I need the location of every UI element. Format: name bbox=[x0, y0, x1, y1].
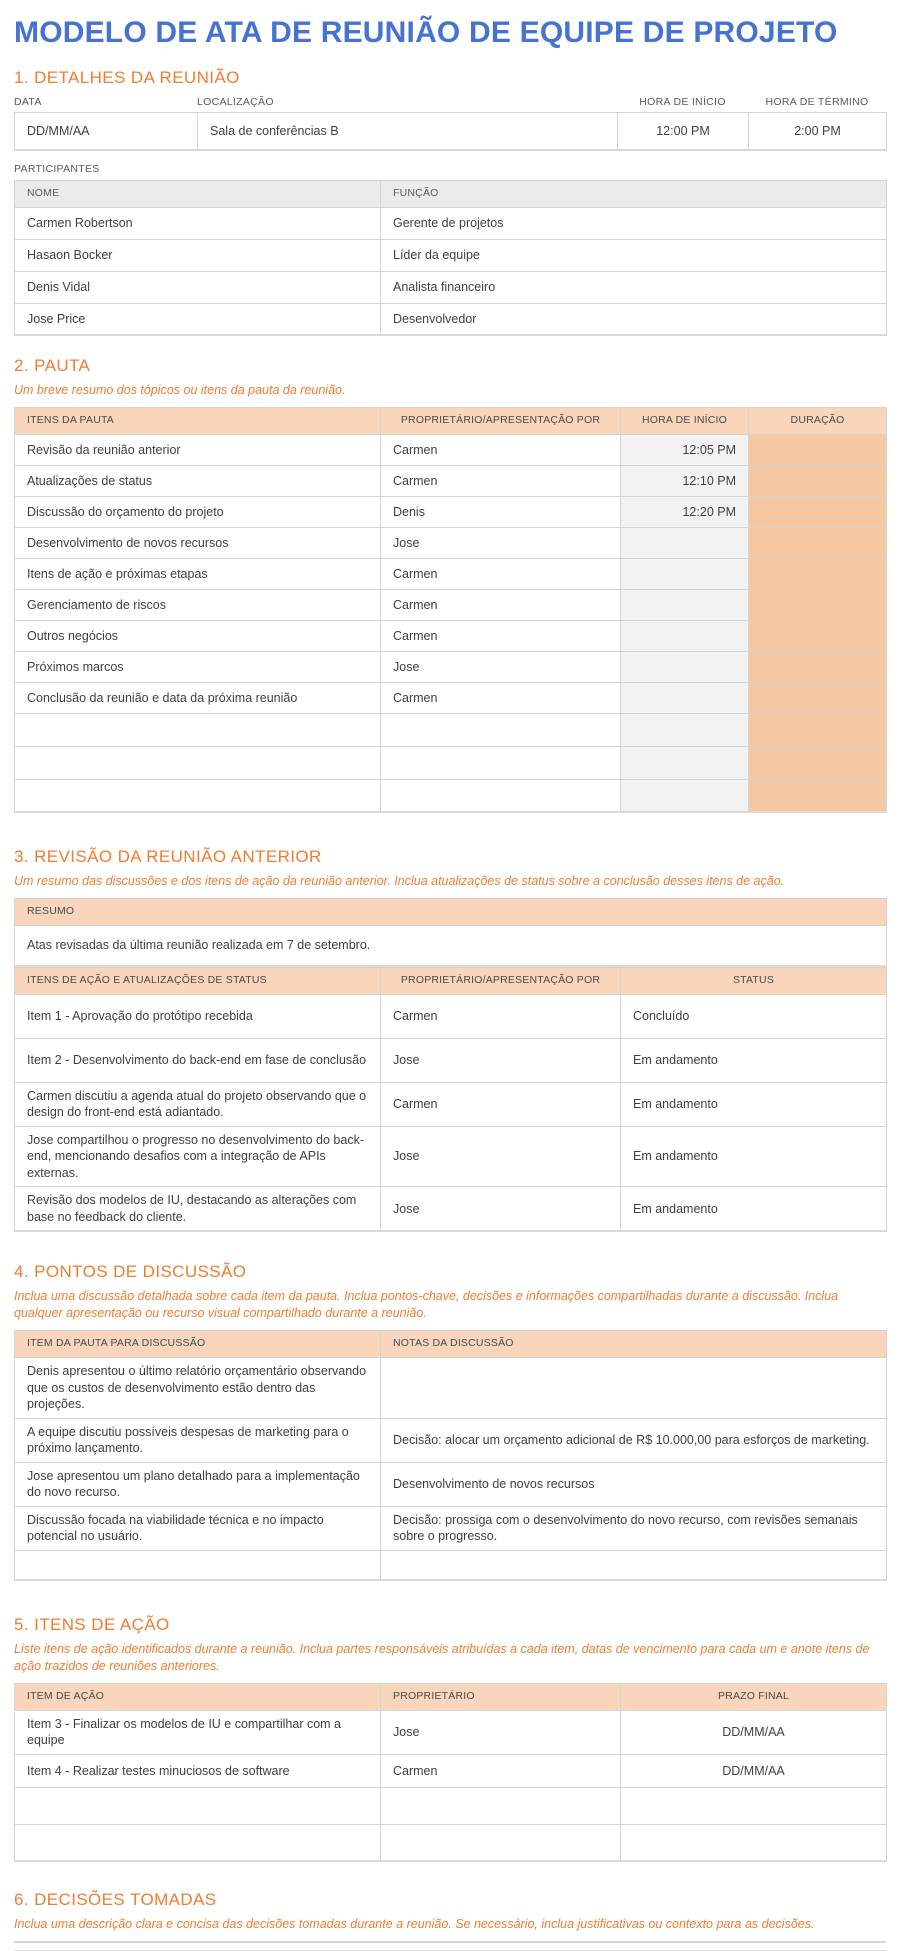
agenda-owner-cell[interactable]: Jose bbox=[381, 527, 621, 558]
date-label: DATA bbox=[14, 96, 42, 108]
agenda-owner-cell[interactable]: Carmen bbox=[381, 558, 621, 589]
agenda-owner-cell[interactable] bbox=[381, 713, 621, 746]
page-title: MODELO DE ATA DE REUNIÃO DE EQUIPE DE PROJETO bbox=[14, 16, 838, 49]
agenda-item-cell[interactable]: Gerenciamento de riscos bbox=[15, 589, 381, 620]
table-row bbox=[15, 1038, 887, 1082]
section-3-subtitle: Um resumo das discussões e dos itens de ação da reunião anterior. Inclua atualizações de status sobre a conclusão desses itens de ação. bbox=[14, 874, 785, 889]
review-owner-cell[interactable]: Jose bbox=[381, 1187, 621, 1232]
name-column-header: NOME bbox=[15, 180, 381, 207]
agenda-start-cell[interactable]: 12:20 PM bbox=[621, 496, 749, 527]
agenda-duration-cell[interactable] bbox=[749, 746, 887, 779]
table-row bbox=[15, 1358, 887, 1419]
section-6-subtitle: Inclua uma descrição clara e concisa das decisões tomadas durante a reunião. Se necessário, inclua justificativas ou contexto para as decisões. bbox=[14, 1917, 815, 1932]
review-items-table bbox=[14, 967, 887, 1233]
discussion-item-column-header: ITEM DA PAUTA PARA DISCUSSÃO bbox=[15, 1331, 381, 1358]
review-owner-cell[interactable]: Carmen bbox=[381, 994, 621, 1038]
section-4-heading: 4. PONTOS DE DISCUSSÃO bbox=[14, 1262, 247, 1282]
agenda-start-cell[interactable] bbox=[621, 589, 749, 620]
participant-role-cell[interactable]: Analista financeiro bbox=[381, 271, 887, 303]
table-header-row bbox=[15, 1683, 887, 1710]
agenda-item-cell[interactable] bbox=[15, 746, 381, 779]
review-status-cell[interactable]: Em andamento bbox=[621, 1038, 887, 1082]
start-time-column-header: HORA DE INÍCIO bbox=[621, 407, 749, 434]
discussion-notes-cell[interactable] bbox=[381, 1358, 887, 1419]
agenda-item-cell[interactable] bbox=[15, 713, 381, 746]
action-due-cell[interactable]: DD/MM/AA bbox=[621, 1754, 887, 1787]
participants-table bbox=[14, 180, 887, 337]
action-item-cell[interactable]: Item 3 - Finalizar os modelos de IU e compartilhar com a equipe bbox=[15, 1710, 381, 1754]
agenda-item-cell[interactable]: Discussão do orçamento do projeto bbox=[15, 496, 381, 527]
table-row bbox=[15, 620, 887, 651]
participant-role-cell[interactable]: Desenvolvedor bbox=[381, 303, 887, 335]
action-item-cell[interactable]: Item 4 - Realizar testes minuciosos de software bbox=[15, 1754, 381, 1787]
action-owner-cell[interactable]: Jose bbox=[381, 1710, 621, 1754]
action-due-cell[interactable] bbox=[621, 1824, 887, 1861]
table-row bbox=[15, 1710, 887, 1754]
agenda-start-cell[interactable] bbox=[621, 713, 749, 746]
agenda-item-cell[interactable]: Revisão da reunião anterior bbox=[15, 434, 381, 465]
agenda-start-cell[interactable] bbox=[621, 620, 749, 651]
review-owner-cell[interactable]: Jose bbox=[381, 1038, 621, 1082]
table-row bbox=[15, 239, 887, 271]
review-owner-cell[interactable]: Jose bbox=[381, 1126, 621, 1187]
table-row bbox=[15, 207, 887, 239]
agenda-owner-cell[interactable]: Jose bbox=[381, 651, 621, 682]
agenda-duration-cell[interactable] bbox=[749, 589, 887, 620]
section-1-heading: 1. DETALHES DA REUNIÃO bbox=[14, 68, 240, 87]
section-4-subtitle: Inclua uma discussão detalhada sobre cada item da pauta. Inclua pontos-chave, decisões e informações compartilhadas durante a discussão. Inclua qualquer apresentação ou recurso visual compartilhado durante a reunião. bbox=[14, 1289, 839, 1321]
meeting-details-table bbox=[14, 112, 887, 151]
agenda-duration-cell[interactable] bbox=[749, 496, 887, 527]
agenda-owner-cell[interactable]: Carmen bbox=[381, 434, 621, 465]
participant-role-cell[interactable]: Líder da equipe bbox=[381, 239, 887, 271]
agenda-item-cell[interactable]: Conclusão da reunião e data da próxima reunião bbox=[15, 682, 381, 713]
discussion-item-cell[interactable]: Denis apresentou o último relatório orçamentário observando que os custos de desenvolvimento estão dentro das projeções. bbox=[15, 1358, 381, 1419]
due-date-column-header: PRAZO FINAL bbox=[621, 1683, 887, 1710]
agenda-start-cell[interactable] bbox=[621, 651, 749, 682]
participant-role-cell[interactable]: Gerente de projetos bbox=[381, 207, 887, 239]
table-row bbox=[15, 1787, 887, 1824]
review-item-cell[interactable]: Item 2 - Desenvolvimento do back-end em fase de conclusão bbox=[15, 1038, 381, 1082]
agenda-table bbox=[14, 407, 887, 814]
document-page bbox=[14, 16, 886, 1951]
agenda-duration-cell[interactable] bbox=[749, 434, 887, 465]
section-5-subtitle: Liste itens de ação identificados durante a reunião. Inclua partes responsáveis atribuídas a cada item, datas de vencimento para cada um e anote itens de ação trazidos de reuniões anteriores. bbox=[14, 1642, 870, 1673]
owner-column-header: PROPRIETÁRIO bbox=[381, 1683, 621, 1710]
table-row bbox=[15, 1754, 887, 1787]
action-owner-cell[interactable] bbox=[381, 1787, 621, 1824]
section-2-subtitle: Um breve resumo dos tópicos ou itens da pauta da reunião. bbox=[14, 383, 346, 397]
table-row bbox=[15, 434, 887, 465]
table-header-row bbox=[15, 1331, 887, 1358]
participant-name-cell[interactable]: Denis Vidal bbox=[15, 271, 381, 303]
table-row bbox=[15, 926, 887, 966]
agenda-duration-cell[interactable] bbox=[749, 651, 887, 682]
table-row bbox=[15, 713, 887, 746]
agenda-start-cell[interactable] bbox=[621, 558, 749, 589]
action-item-cell[interactable] bbox=[15, 1787, 381, 1824]
table-row bbox=[15, 1824, 887, 1861]
agenda-owner-cell[interactable]: Denis bbox=[381, 496, 621, 527]
agenda-start-cell[interactable] bbox=[621, 527, 749, 558]
table-row bbox=[15, 1462, 887, 1506]
agenda-item-cell[interactable]: Desenvolvimento de novos recursos bbox=[15, 527, 381, 558]
table-row bbox=[15, 496, 887, 527]
agenda-owner-cell[interactable]: Carmen bbox=[381, 620, 621, 651]
table-row bbox=[15, 1126, 887, 1187]
agenda-owner-cell[interactable] bbox=[381, 746, 621, 779]
table-row bbox=[15, 465, 887, 496]
table-row bbox=[15, 1418, 887, 1462]
table-row bbox=[15, 779, 887, 812]
status-column-header: STATUS bbox=[621, 967, 887, 994]
discussion-table bbox=[14, 1330, 887, 1581]
table-row bbox=[15, 113, 887, 150]
participant-name-cell[interactable]: Carmen Robertson bbox=[15, 207, 381, 239]
action-owner-cell[interactable]: Carmen bbox=[381, 1754, 621, 1787]
section-5-heading: 5. ITENS DE AÇÃO bbox=[14, 1615, 170, 1634]
participant-name-cell[interactable]: Hasaon Bocker bbox=[15, 239, 381, 271]
review-item-cell[interactable]: Item 1 - Aprovação do protótipo recebida bbox=[15, 994, 381, 1038]
action-item-column-header: ITEM DE AÇÃO bbox=[15, 1683, 381, 1710]
agenda-owner-cell[interactable]: Carmen bbox=[381, 465, 621, 496]
table-row bbox=[15, 1506, 887, 1550]
agenda-owner-cell[interactable] bbox=[381, 779, 621, 812]
discussion-notes-cell[interactable]: Decisão: alocar um orçamento adicional de R$ 10.000,00 para esforços de marketing. bbox=[381, 1418, 887, 1462]
decisions-table-top-edge bbox=[14, 1941, 886, 1951]
agenda-item-cell[interactable]: Atualizações de status bbox=[15, 465, 381, 496]
agenda-start-cell[interactable] bbox=[621, 779, 749, 812]
action-items-table bbox=[14, 1683, 887, 1863]
table-row bbox=[15, 994, 887, 1038]
agenda-start-cell[interactable]: 12:10 PM bbox=[621, 465, 749, 496]
table-row bbox=[15, 1187, 887, 1232]
agenda-start-cell[interactable] bbox=[621, 682, 749, 713]
action-due-cell[interactable] bbox=[621, 1787, 887, 1824]
table-row bbox=[15, 589, 887, 620]
table-row bbox=[15, 746, 887, 779]
discussion-notes-cell[interactable]: Decisão: prossiga com o desenvolvimento do novo recurso, com revisões semanais sobre o progresso. bbox=[381, 1506, 887, 1550]
discussion-notes-column-header: NOTAS DA DISCUSSÃO bbox=[381, 1331, 887, 1358]
agenda-item-cell[interactable]: Itens de ação e próximas etapas bbox=[15, 558, 381, 589]
discussion-item-cell[interactable]: Discussão focada na viabilidade técnica e no impacto potencial no usuário. bbox=[15, 1506, 381, 1550]
discussion-item-cell[interactable]: A equipe discutiu possíveis despesas de marketing para o próximo lançamento. bbox=[15, 1418, 381, 1462]
date-value-cell[interactable]: DD/MM/AA bbox=[15, 113, 198, 150]
action-owner-cell[interactable] bbox=[381, 1824, 621, 1861]
section-6-heading: 6. DECISÕES TOMADAS bbox=[14, 1890, 217, 1910]
table-row bbox=[15, 271, 887, 303]
agenda-start-cell[interactable] bbox=[621, 746, 749, 779]
agenda-items-column-header: ITENS DA PAUTA bbox=[15, 407, 381, 434]
action-item-cell[interactable] bbox=[15, 1824, 381, 1861]
review-status-cell[interactable]: Em andamento bbox=[621, 1126, 887, 1187]
review-item-cell[interactable]: Carmen discutiu a agenda atual do projeto observando que o design do front-end está adiantado. bbox=[15, 1082, 381, 1126]
table-header-row bbox=[15, 967, 887, 994]
table-row bbox=[15, 1550, 887, 1580]
agenda-duration-cell[interactable] bbox=[749, 682, 887, 713]
table-row bbox=[15, 651, 887, 682]
end-time-label: HORA DE TÉRMINO bbox=[765, 96, 869, 108]
participant-name-cell[interactable]: Jose Price bbox=[15, 303, 381, 335]
participants-label: PARTICIPANTES bbox=[14, 162, 100, 175]
review-status-cell[interactable]: Em andamento bbox=[621, 1187, 887, 1232]
agenda-duration-cell[interactable] bbox=[749, 713, 887, 746]
discussion-item-cell[interactable] bbox=[15, 1550, 381, 1580]
agenda-owner-cell[interactable]: Carmen bbox=[381, 682, 621, 713]
table-row bbox=[15, 558, 887, 589]
table-header-row bbox=[15, 899, 887, 926]
discussion-notes-cell[interactable] bbox=[381, 1550, 887, 1580]
review-summary-table bbox=[14, 898, 887, 967]
summary-column-header: RESUMO bbox=[15, 899, 887, 926]
section-3-heading: 3. REVISÃO DA REUNIÃO ANTERIOR bbox=[14, 847, 322, 867]
agenda-start-cell[interactable]: 12:05 PM bbox=[621, 434, 749, 465]
table-row bbox=[15, 682, 887, 713]
agenda-item-cell[interactable] bbox=[15, 779, 381, 812]
agenda-duration-cell[interactable] bbox=[749, 620, 887, 651]
discussion-item-cell[interactable]: Jose apresentou um plano detalhado para a implementação do novo recurso. bbox=[15, 1462, 381, 1506]
agenda-duration-cell[interactable] bbox=[749, 558, 887, 589]
agenda-duration-cell[interactable] bbox=[749, 779, 887, 812]
details-labels-row bbox=[14, 96, 886, 108]
review-item-cell[interactable]: Jose compartilhou o progresso no desenvolvimento do back-end, mencionando desafios com a integração de APIs externas. bbox=[15, 1126, 381, 1187]
table-row bbox=[15, 303, 887, 335]
review-owner-cell[interactable]: Carmen bbox=[381, 1082, 621, 1126]
summary-text-cell[interactable]: Atas revisadas da última reunião realizada em 7 de setembro. bbox=[15, 926, 887, 966]
table-header-row bbox=[15, 180, 887, 207]
agenda-duration-cell[interactable] bbox=[749, 527, 887, 558]
duration-column-header: DURAÇÃO bbox=[749, 407, 887, 434]
review-item-cell[interactable]: Revisão dos modelos de IU, destacando as alterações com base no feedback do cliente. bbox=[15, 1187, 381, 1232]
review-status-cell[interactable]: Em andamento bbox=[621, 1082, 887, 1126]
end-time-value-cell[interactable]: 2:00 PM bbox=[749, 113, 887, 150]
location-value-cell[interactable]: Sala de conferências B bbox=[198, 113, 618, 150]
status-items-column-header: ITENS DE AÇÃO E ATUALIZAÇÕES DE STATUS bbox=[15, 967, 381, 994]
agenda-owner-cell[interactable]: Carmen bbox=[381, 589, 621, 620]
agenda-duration-cell[interactable] bbox=[749, 465, 887, 496]
table-row bbox=[15, 1082, 887, 1126]
role-column-header: FUNÇÃO bbox=[381, 180, 887, 207]
location-label: LOCALIZAÇÃO bbox=[197, 96, 274, 108]
table-header-row bbox=[15, 407, 887, 434]
start-time-label: HORA DE INÍCIO bbox=[639, 96, 726, 108]
action-due-cell[interactable]: DD/MM/AA bbox=[621, 1710, 887, 1754]
discussion-notes-cell[interactable]: Desenvolvimento de novos recursos bbox=[381, 1462, 887, 1506]
agenda-item-cell[interactable]: Próximos marcos bbox=[15, 651, 381, 682]
owner-column-header: PROPRIETÁRIO/APRESENTAÇÃO POR bbox=[381, 407, 621, 434]
section-2-heading: 2. PAUTA bbox=[14, 356, 91, 375]
owner-column-header: PROPRIETÁRIO/APRESENTAÇÃO POR bbox=[381, 967, 621, 994]
agenda-item-cell[interactable]: Outros negócios bbox=[15, 620, 381, 651]
table-row bbox=[15, 527, 887, 558]
start-time-value-cell[interactable]: 12:00 PM bbox=[618, 113, 749, 150]
review-status-cell[interactable]: Concluído bbox=[621, 994, 887, 1038]
